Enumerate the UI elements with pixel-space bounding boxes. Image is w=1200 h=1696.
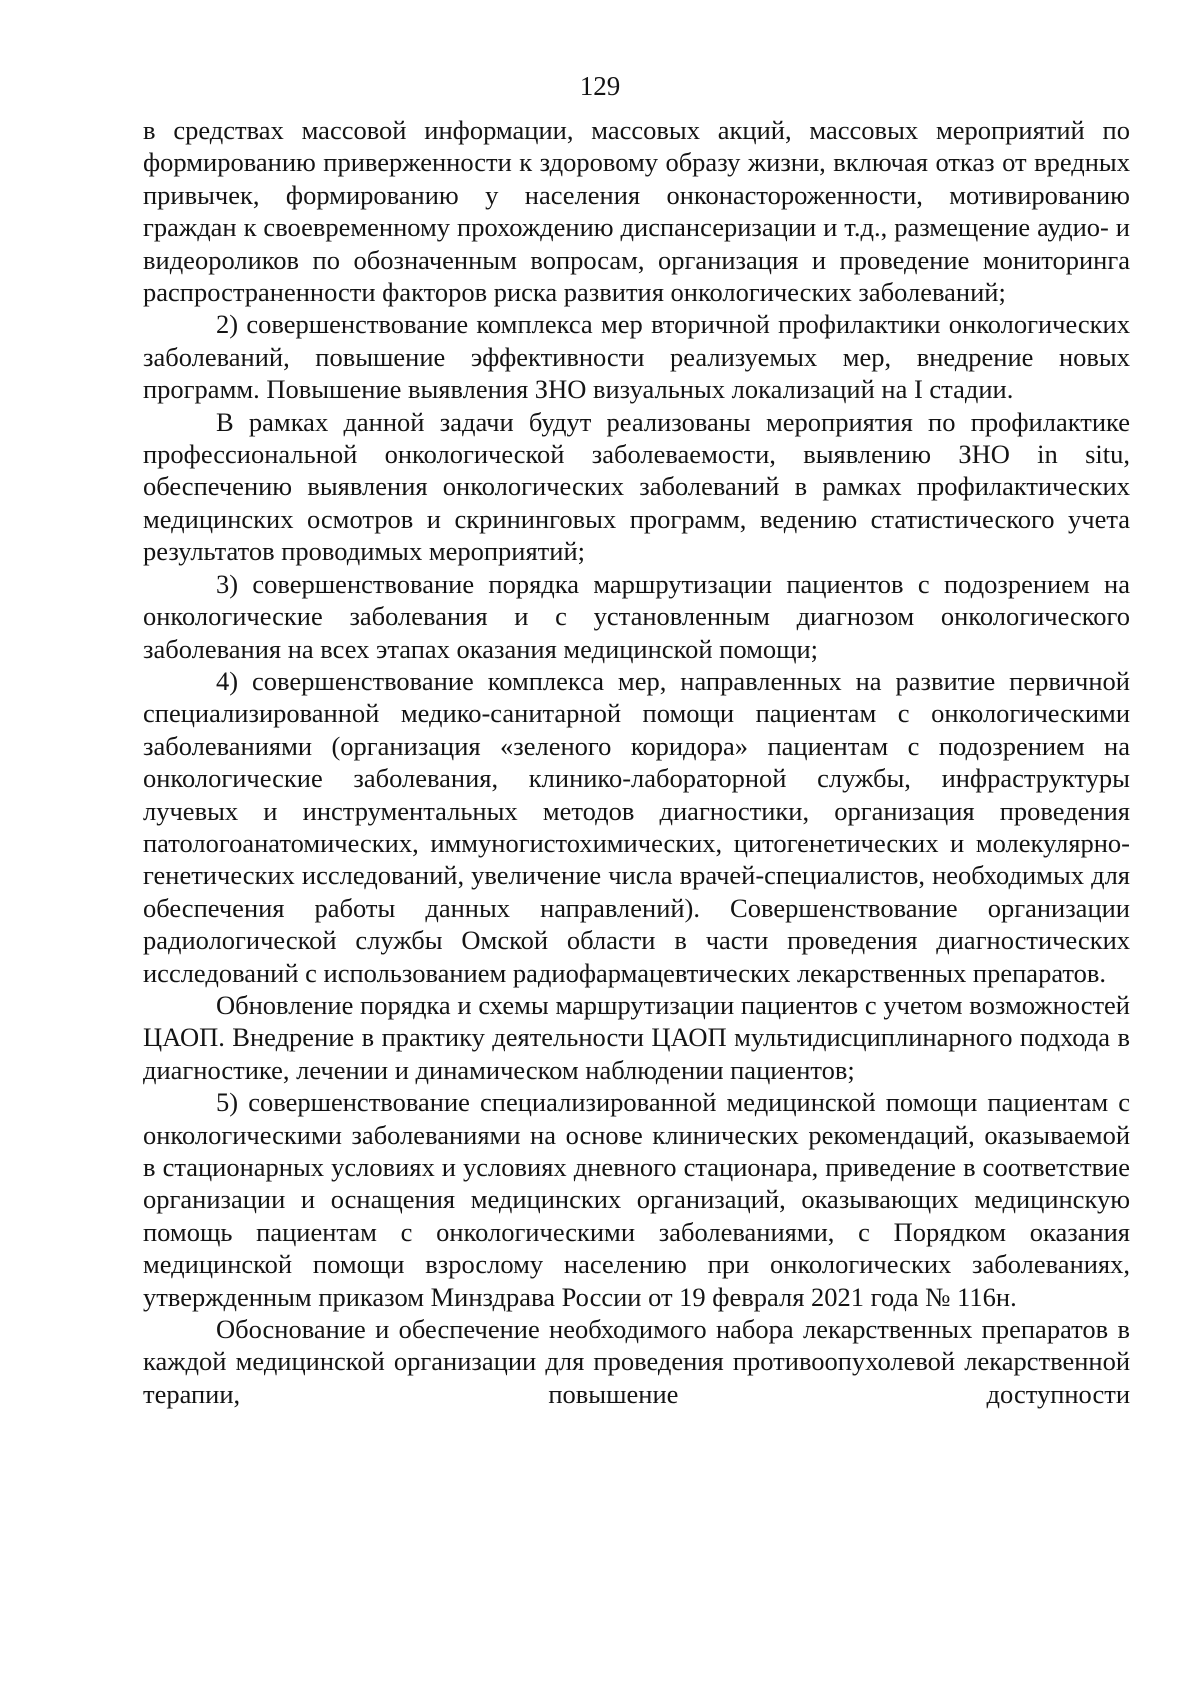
- paragraph-item-3-routing: 3) совершенствование порядка маршрутизации пациентов с подозрением на онкологические заболевания и с установленным диагнозом онкологического заболевания на всех этапах оказания медицинской помощи;: [143, 568, 1130, 664]
- paragraph-item-4-primary-care: 4) совершенствование комплекса мер, направленных на развитие первичной специализированной медико-санитарной помощи пациентам с онкологическими заболеваниями (организация «зеленого коридора» пациентам с подозрением на онкологические заболевания, клинико-лабораторной службы, инфраструктуры лучевых и инструментальных методов диагностики, организация проведения патологоанатомических, иммуногистохимических, цитогенетических и молекулярно-генетических исследований, увеличение числа врачей-специалистов, необходимых для обеспечения работы данных направлений). Совершенствование организации радиологической службы Омской области в части проведения диагностических исследований с использованием радиофармацевтических лекарственных препаратов.: [143, 665, 1130, 988]
- paragraph-mass-media-measures: в средствах массовой информации, массовых акций, массовых мероприятий по формированию приверженности к здоровому образу жизни, включая отказ от вредных привычек, формированию у населения онконастороженности, мотивированию граждан к своевременному прохождению диспансеризации и т.д., размещение аудио- и видеороликов по обозначенным вопросам, организация и проведение мониторинга распространенности факторов риска развития онкологических заболеваний;: [143, 115, 1130, 308]
- paragraph-routing-update: Обновление порядка и схемы маршрутизации пациентов с учетом возможностей ЦАОП. Внедрение в практику деятельности ЦАОП мультидисциплинарного подхода в диагностике, лечении и динамическом наблюдении пациентов;: [143, 989, 1130, 1085]
- paragraph-item-5-specialized-care: 5) совершенствование специализированной медицинской помощи пациентам с онкологическими заболеваниями на основе клинических рекомендаций, оказываемой в стационарных условиях и условиях дневного стационара, приведение в соответствие организации и оснащения медицинских организаций, оказывающих медицинскую помощь пациентам с онкологическими заболеваниями, с Порядком оказания медицинской помощи взрослому населению при онкологических заболеваниях, утвержденным приказом Минздрава России от 19 февраля 2021 года № 116н.: [143, 1087, 1130, 1312]
- document-body: [143, 114, 1130, 1410]
- paragraph-drug-supply: Обоснование и обеспечение необходимого набора лекарственных препаратов в каждой медицинской организации для проведения противоопухолевой лекарственной терапии, повышение доступности: [143, 1314, 1130, 1409]
- paragraph-item-2-secondary-prevention: 2) совершенствование комплекса мер вторичной профилактики онкологических заболеваний, повышение эффективности реализуемых мер, внедрение новых программ. Повышение выявления ЗНО визуальных локализаций на I стадии.: [143, 309, 1130, 405]
- page-number: 129: [579, 71, 621, 101]
- paragraph-task-measures: В рамках данной задачи будут реализованы мероприятия по профилактике профессиональной онкологической заболеваемости, выявлению ЗНО in situ, обеспечению выявления онкологических заболеваний в рамках профилактических медицинских осмотров и скрининговых программ, ведению статистического учета результатов проводимых мероприятий;: [143, 406, 1130, 567]
